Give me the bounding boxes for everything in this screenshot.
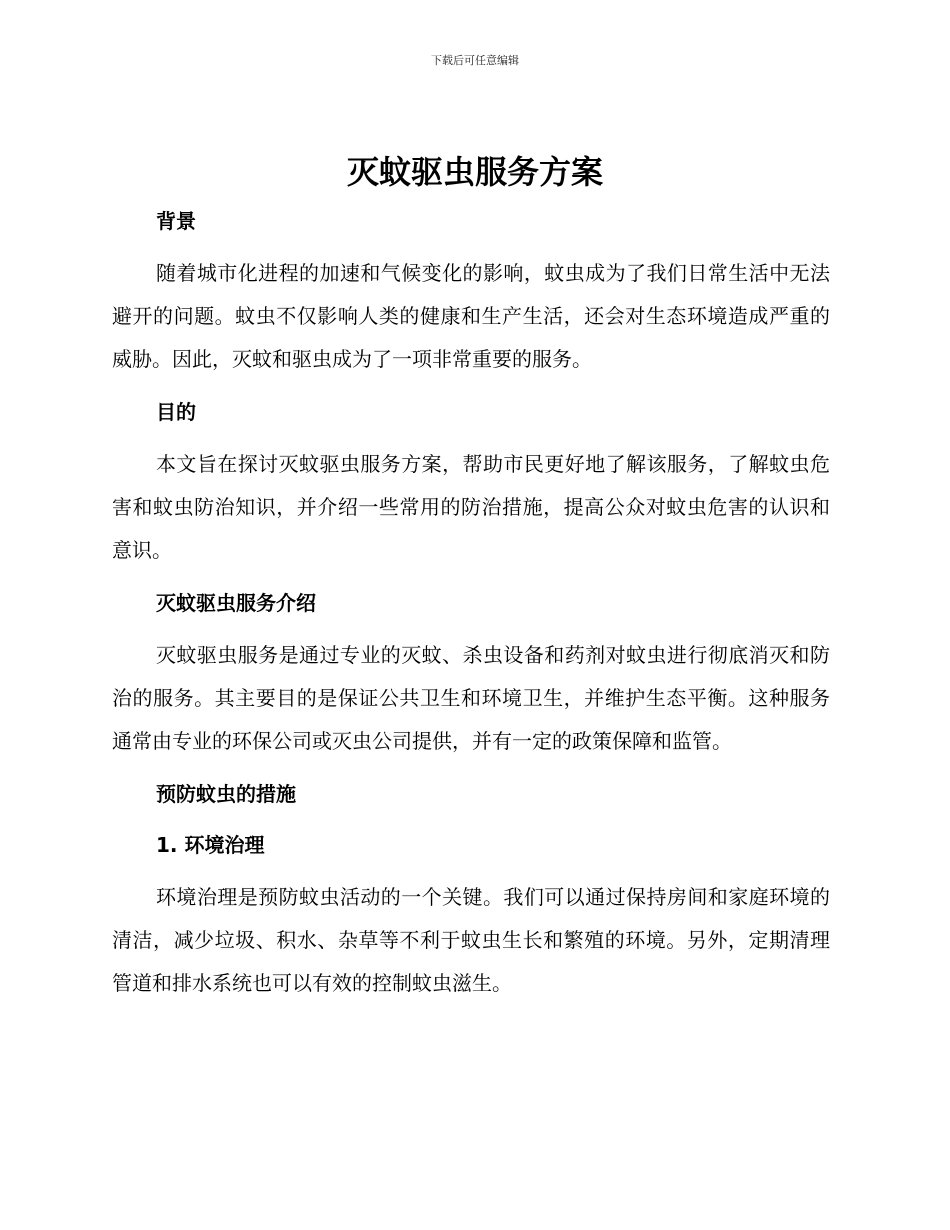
- section-paragraph-purpose: 本文旨在探讨灭蚊驱虫服务方案，帮助市民更好地了解该服务，了解蚊虫危害和蚊虫防治知识，并介绍一些常用的防治措施，提高公众对蚊虫危害的认识和意识。: [112, 452, 830, 562]
- section-paragraph-intro: 灭蚊驱虫服务是通过专业的灭蚊、杀虫设备和药剂对蚊虫进行彻底消灭和防治的服务。其主要目的是保证公共卫生和环境卫生，并维护生态平衡。这种服务通常由专业的环保公司或灭虫公司提供，并有一定的政策保障和监管。: [112, 643, 830, 753]
- section-heading-prevention: 预防蚊虫的措施: [156, 782, 296, 806]
- document-title: 灭蚊驱虫服务方案: [346, 153, 603, 191]
- section-heading-purpose: 目的: [156, 400, 196, 424]
- subsection-heading-environment: 1. 环境治理: [156, 833, 265, 857]
- subsection-paragraph-environment: 环境治理是预防蚊虫活动的一个关键。我们可以通过保持房间和家庭环境的清洁，减少垃圾、积水、杂草等不利于蚊虫生长和繁殖的环境。另外，定期清理管道和排水系统也可以有效的控制蚊虫滋生。: [112, 885, 830, 995]
- section-heading-background: 背景: [156, 209, 196, 233]
- page-header-note: 下载后可任意编辑: [431, 54, 519, 67]
- document-body: [112, 201, 830, 1005]
- section-paragraph-background: 随着城市化进程的加速和气候变化的影响，蚊虫成为了我们日常生活中无法避开的问题。蚊虫不仅影响人类的健康和生产生活，还会对生态环境造成严重的威胁。因此，灭蚊和驱虫成为了一项非常重要的服务。: [112, 261, 830, 371]
- section-heading-intro: 灭蚊驱虫服务介绍: [156, 591, 316, 615]
